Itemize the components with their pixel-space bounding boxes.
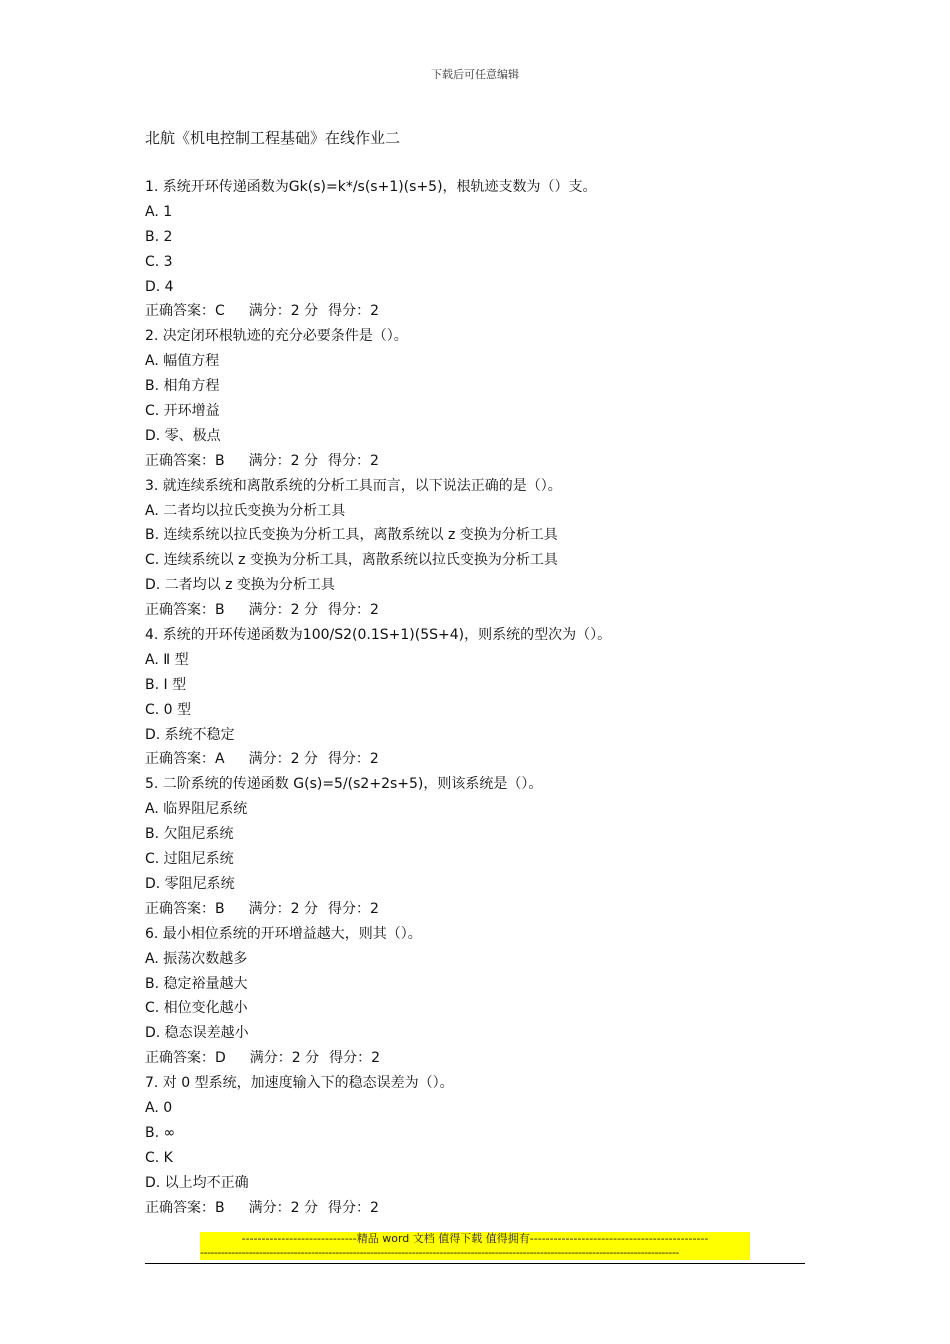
full-score: 满分：2 分 <box>249 1050 320 1067</box>
earned-score: 得分：2 <box>327 751 379 768</box>
correct-answer: 正确答案：B <box>145 452 225 469</box>
option: B. ∞ <box>145 1124 176 1141</box>
option: D. 4 <box>145 278 174 295</box>
option: A. 临界阻尼系统 <box>145 801 248 818</box>
correct-answer: 正确答案：B <box>145 602 225 619</box>
question-text: 2. 决定闭环根轨迹的充分必要条件是（）。 <box>145 328 408 345</box>
option: C. 相位变化越小 <box>145 1000 248 1017</box>
option: B. 欠阻尼系统 <box>145 826 234 843</box>
answer-line <box>145 299 805 324</box>
option: C. 3 <box>145 253 173 270</box>
option: A. 振荡次数越多 <box>145 950 248 967</box>
earned-score: 得分：2 <box>327 602 379 619</box>
full-score: 满分：2 分 <box>248 900 318 917</box>
option: C. 开环增益 <box>145 403 220 420</box>
option: B. 2 <box>145 228 173 245</box>
full-score: 满分：2 分 <box>248 452 318 469</box>
footer-banner-line2: ------------------------------------------------------------------------------------------------------------------------------------------ <box>200 1246 679 1259</box>
correct-answer: 正确答案：B <box>145 1199 225 1216</box>
correct-answer: 正确答案：A <box>145 751 225 768</box>
document-title: 北航《机电控制工程基础》在线作业二 <box>145 129 401 147</box>
option: B. 相角方程 <box>145 378 220 395</box>
full-score: 满分：2 分 <box>248 1199 318 1216</box>
earned-score: 得分：2 <box>327 900 379 917</box>
correct-answer: 正确答案：C <box>145 303 225 320</box>
option: C. 过阻尼系统 <box>145 851 234 868</box>
option: A. 二者均以拉氏变换为分析工具 <box>145 502 346 519</box>
correct-answer: 正确答案：B <box>145 900 225 917</box>
earned-score: 得分：2 <box>327 1199 379 1216</box>
question-text: 5. 二阶系统的传递函数 G(s)=5/(s2+2s+5)，则该系统是（）。 <box>145 776 543 793</box>
option: A. 0 <box>145 1099 173 1116</box>
full-score: 满分：2 分 <box>248 751 318 768</box>
header-note: 下载后可任意编辑 <box>431 68 519 81</box>
option: D. 零、极点 <box>145 427 221 444</box>
question-list <box>145 175 805 1220</box>
option: B. Ⅰ 型 <box>145 676 187 693</box>
option: D. 以上均不正确 <box>145 1174 249 1191</box>
option: A. Ⅱ 型 <box>145 651 189 668</box>
question-text: 4. 系统的开环传递函数为100/S2(0.1S+1)(5S+4)，则系统的型次为（）。 <box>145 627 612 644</box>
earned-score: 得分：2 <box>329 1050 381 1067</box>
answer-line <box>145 747 805 772</box>
option: B. 稳定裕量越大 <box>145 975 248 992</box>
option: A. 幅值方程 <box>145 353 220 370</box>
option: D. 稳态误差越小 <box>145 1025 249 1042</box>
footer-divider <box>145 1263 805 1264</box>
option: C. K <box>145 1149 173 1166</box>
option: C. 连续系统以 z 变换为分析工具，离散系统以拉氏变换为分析工具 <box>145 552 558 569</box>
full-score: 满分：2 分 <box>248 303 319 320</box>
answer-line <box>145 1046 805 1071</box>
option: D. 二者均以 z 变换为分析工具 <box>145 577 335 594</box>
option: C. 0 型 <box>145 701 192 718</box>
question-text: 6. 最小相位系统的开环增益越大，则其（）。 <box>145 925 422 942</box>
option: D. 零阻尼系统 <box>145 875 235 892</box>
question-text: 3. 就连续系统和离散系统的分析工具而言，以下说法正确的是（）。 <box>145 477 562 494</box>
answer-line <box>145 449 805 474</box>
option: A. 1 <box>145 203 173 220</box>
answer-line <box>145 1196 805 1221</box>
full-score: 满分：2 分 <box>248 602 318 619</box>
footer-banner <box>200 1232 750 1260</box>
footer-banner-line1: -----------------------------精品 word 文档 值得下载 值得拥有--------------------------------------------- <box>241 1232 709 1245</box>
option: B. 连续系统以拉氏变换为分析工具，离散系统以 z 变换为分析工具 <box>145 527 558 544</box>
option: D. 系统不稳定 <box>145 726 235 743</box>
answer-line <box>145 598 805 623</box>
question-text: 1. 系统开环传递函数为Gk(s)=k*/s(s+1)(s+5)，根轨迹支数为（）支。 <box>145 179 597 195</box>
earned-score: 得分：2 <box>327 452 379 469</box>
answer-line <box>145 897 805 922</box>
earned-score: 得分：2 <box>328 303 380 320</box>
question-text: 7. 对 0 型系统，加速度输入下的稳态误差为（）。 <box>145 1075 454 1092</box>
correct-answer: 正确答案：D <box>145 1050 226 1067</box>
